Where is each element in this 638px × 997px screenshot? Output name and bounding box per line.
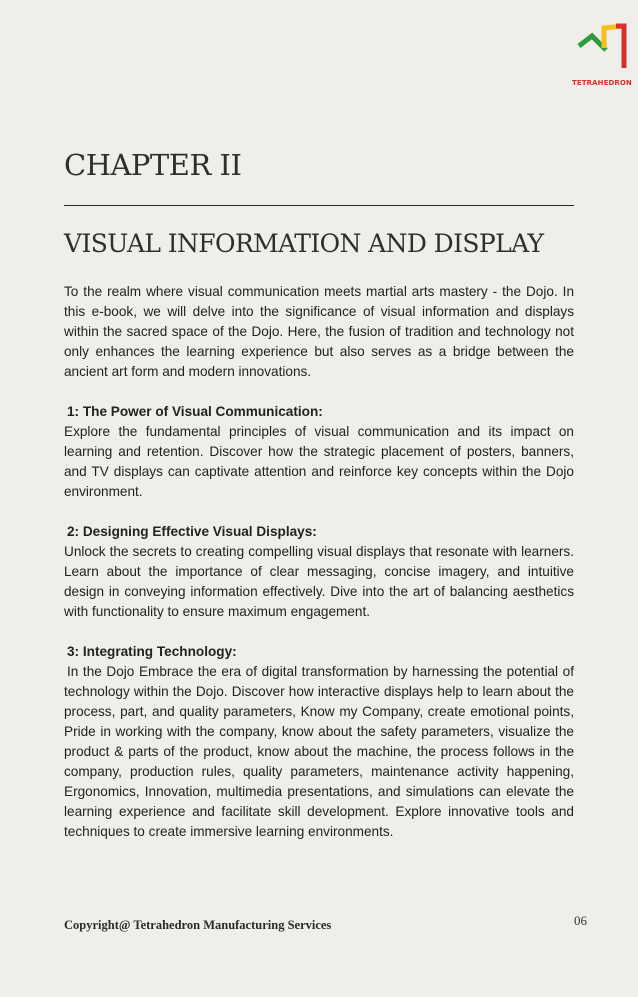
intro-paragraph: To the realm where visual communication meets martial arts mastery - the Dojo. In this e-book, we will delve into the significance of visual information and displays within the sacred space of the Dojo. Here, the fusion of tradition and technology not only enhances the learning experience but also serves as a bridge between the ancient art form and modern innovations. bbox=[64, 284, 574, 379]
section-heading: 2: Designing Effective Visual Displays: bbox=[67, 524, 317, 539]
section-body: Unlock the secrets to creating compelling visual displays that resonate with learners. Learn about the importance of clear messaging, concise imagery, and intuitive design in conveying information effectively. Dive into the art of balancing aesthetics with functionality to ensure maximum engagement. bbox=[64, 544, 574, 619]
section-heading: 3: Integrating Technology: bbox=[67, 644, 237, 659]
page-number: 06 bbox=[574, 913, 587, 928]
section-heading: 1: The Power of Visual Communication: bbox=[67, 404, 323, 419]
page-title: VISUAL INFORMATION AND DISPLAY bbox=[64, 229, 544, 258]
section-body: In the Dojo Embrace the era of digital transformation by harnessing the potential of technology within the Dojo. Discover how interactive displays help to learn about the process, part, and quality parameters, Know my Company, create emotional points, Pride in working with the company, know about the safety parameters, visualize the product & parts of the product, know about the machine, the process follows in the company, production rules, quality parameters, maintenance activity happening, Ergonomics, Innovation, multimedia presentations, and simulations can elevate the learning experience and facilitate skill development. Explore innovative tools and techniques to create immersive learning environments. bbox=[64, 664, 574, 839]
tetrahedron-logo-icon bbox=[576, 22, 628, 74]
footer-copyright: Copyright@ Tetrahedron Manufacturing Services bbox=[64, 918, 332, 932]
logo-text: TETRAHEDRON bbox=[572, 79, 632, 87]
title-divider bbox=[64, 205, 574, 206]
company-logo bbox=[572, 22, 630, 90]
chapter-content bbox=[64, 282, 574, 842]
section-body: Explore the fundamental principles of visual communication and its impact on learning and retention. Discover how the strategic placement of posters, banners, and TV displays can captivate attention and reinforce key concepts within the Dojo environment. bbox=[64, 424, 574, 499]
chapter-label: CHAPTER II bbox=[64, 148, 242, 182]
